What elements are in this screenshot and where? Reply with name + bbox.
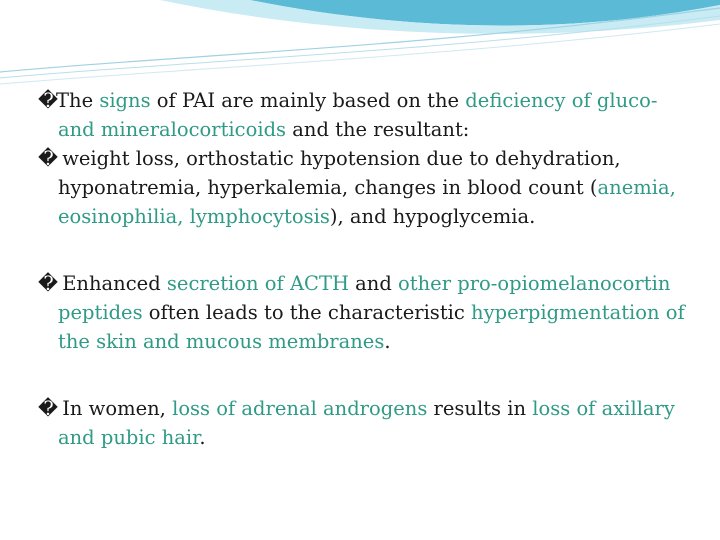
highlighted-term: signs: [99, 89, 151, 112]
bullet-marker: �: [38, 147, 58, 170]
text-segment: of PAI are mainly based on the: [150, 89, 466, 112]
paragraph-symptoms: [38, 144, 698, 231]
bullet-marker: �: [38, 89, 58, 112]
text-segment: ), and hypoglycemia.: [329, 205, 536, 228]
highlighted-term: loss of adrenal androgens: [172, 397, 428, 420]
highlighted-term: hyperpigmentation of the skin and mucous membranes: [58, 301, 685, 353]
bullet-marker: �: [38, 272, 58, 295]
highlighted-term: other pro-opiomelanocortin peptides: [58, 272, 671, 324]
header-wave-decoration: [0, 0, 720, 90]
text-segment: and the resultant:: [286, 118, 470, 141]
text-segment: In women,: [56, 397, 173, 420]
paragraph-acth-hyperpigmentation: [38, 269, 698, 356]
text-segment: often leads to the characteristic: [142, 301, 472, 324]
text-segment: .: [384, 330, 391, 353]
text-segment: Enhanced: [56, 272, 167, 295]
highlighted-term: anemia, eosinophilia, lymphocytosis: [58, 176, 676, 228]
text-segment: .: [199, 426, 206, 449]
highlighted-term: secretion of ACTH: [166, 272, 349, 295]
text-segment: results in: [427, 397, 533, 420]
paragraph-pai-signs: [38, 86, 698, 144]
bullet-marker: �: [38, 397, 58, 420]
highlighted-term: deficiency of gluco- and mineralocorticoids: [58, 89, 658, 141]
text-segment: and: [348, 272, 399, 295]
paragraph-androgen-loss: [38, 394, 698, 452]
wave-line-3: [0, 24, 720, 84]
text-segment: The: [56, 89, 100, 112]
text-segment: weight loss, orthostatic hypotension due to dehydration, hyponatremia, hyperkalemia, changes in blood count (: [56, 147, 621, 199]
slide-body: [38, 86, 698, 452]
highlighted-term: loss of axillary and pubic hair: [58, 397, 675, 449]
